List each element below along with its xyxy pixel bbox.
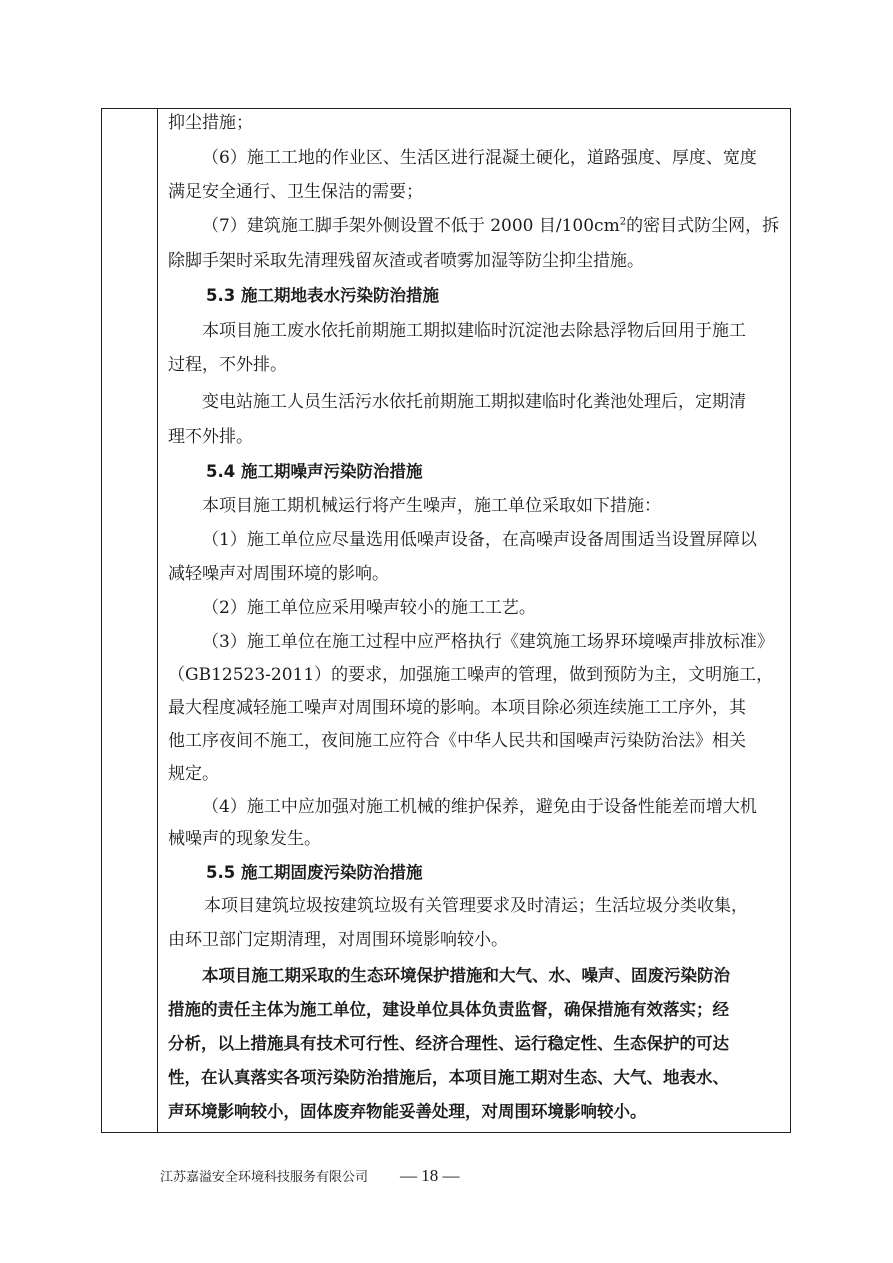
conclusion-line: 分析，以上措施具有技术可行性、经济合理性、运行稳定性、生态保护的可达 (168, 1034, 729, 1053)
text-line: （1）施工单位应尽量选用低噪声设备，在高噪声设备周围适当设置屏障以 (202, 530, 757, 550)
page-number: — 18 — (400, 1166, 460, 1185)
section-heading: 5.3 施工期地表水污染防治措施 (206, 286, 439, 305)
text-line: 满足安全通行、卫生保洁的需要； (168, 182, 423, 202)
text-line: （3）施工单位在施工过程中应严格执行《建筑施工场界环境噪声排放标准》 (202, 632, 774, 652)
text-line: 过程，不外排。 (168, 355, 287, 375)
text-line: （6）施工工地的作业区、生活区进行混凝土硬化，道路强度、厚度、宽度 (202, 148, 757, 168)
table-left-column (102, 109, 158, 1132)
text-segment: （7）建筑施工脚手架外侧设置不低于 2000 目/100cm (202, 216, 620, 236)
conclusion-line: 本项目施工期采取的生态环境保护措施和大气、水、噪声、固废污染防治 (202, 966, 730, 985)
content-table (101, 108, 791, 1133)
footer-company: 江苏嘉溢安全环境科技服务有限公司 (160, 1170, 369, 1185)
text-line: 抑尘措施； (168, 113, 253, 133)
text-line: 本项目建筑垃圾按建筑垃圾有关管理要求及时清运；生活垃圾分类收集， (204, 896, 748, 916)
text-line: 规定。 (168, 764, 219, 784)
text-line: 最大程度减轻施工噪声对周围环境的影响。本项目除必须连续施工工序外，其 (168, 698, 746, 718)
text-line: （4）施工中应加强对施工机械的维护保养，避免由于设备性能差而增大机 (202, 797, 757, 817)
text-line: （GB12523-2011）的要求，加强施工噪声的管理，做到预防为主，文明施工， (168, 665, 774, 685)
text-segment: 的密目式防尘网，拆 (626, 216, 780, 236)
conclusion-line: 措施的责任主体为施工单位，建设单位具体负责监督，确保措施有效落实；经 (168, 1000, 729, 1019)
section-heading: 5.4 施工期噪声污染防治措施 (206, 462, 423, 481)
conclusion-line: 性，在认真落实各项污染防治措施后，本项目施工期对生态、大气、地表水、 (168, 1068, 729, 1087)
text-line: 变电站施工人员生活污水依托前期施工期拟建临时化粪池处理后，定期清 (202, 392, 746, 412)
text-line: 由环卫部门定期清理，对周围环境影响较小。 (168, 930, 508, 950)
text-line: 除脚手架时采取先清理残留灰渣或者喷雾加湿等防尘抑尘措施。 (168, 251, 644, 271)
text-line: 本项目施工期机械运行将产生噪声，施工单位采取如下措施： (202, 496, 661, 516)
text-line: 他工序夜间不施工，夜间施工应符合《中华人民共和国噪声污染防治法》相关 (168, 731, 746, 751)
text-line (202, 216, 779, 236)
conclusion-line: 声环境影响较小，固体废弃物能妥善处理，对周围环境影响较小。 (168, 1102, 647, 1121)
text-line: （2）施工单位应采用噪声较小的施工工艺。 (202, 598, 536, 618)
superscript: 2 (619, 216, 627, 228)
text-line: 本项目施工废水依托前期施工期拟建临时沉淀池去除悬浮物后回用于施工 (202, 321, 746, 341)
text-line: 理不外排。 (168, 427, 253, 447)
section-heading: 5.5 施工期固废污染防治措施 (206, 863, 423, 882)
text-line: 械噪声的现象发生。 (168, 829, 321, 849)
text-line: 减轻噪声对周围环境的影响。 (168, 564, 389, 584)
